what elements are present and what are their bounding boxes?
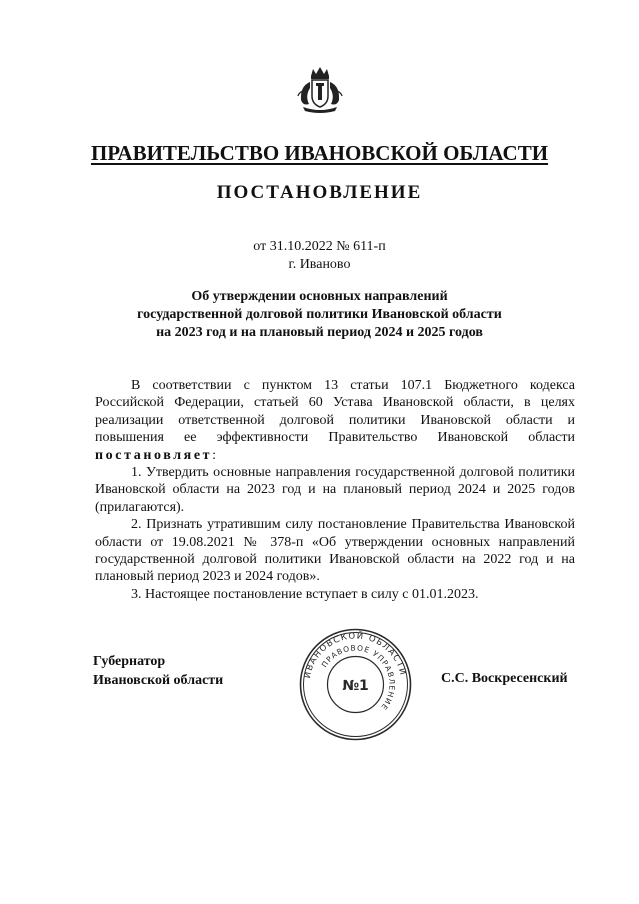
item-3: 3. Настоящее постановление вступает в силу с 01.01.2023. <box>131 586 479 602</box>
heading-line-2: государственной долговой политики Ивановской области <box>137 307 502 322</box>
document-type: ПОСТАНОВЛЕНИЕ <box>216 182 423 203</box>
organization-name: ПРАВИТЕЛЬСТВО ИВАНОВСКОЙ ОБЛАСТИ <box>90 141 549 165</box>
document-date-number: от 31.10.2022 № 611-п <box>253 239 386 254</box>
stamp-ring-text: ИВАНОВСКОЙ ОБЛАСТИ <box>302 631 408 680</box>
decree-suffix: : <box>212 447 217 463</box>
organization-title <box>0 141 639 165</box>
decree-word: постановляет <box>95 447 213 463</box>
stamp-number: №1 <box>342 678 369 694</box>
signatory-name: С.С. Воскресенский <box>441 671 568 686</box>
heading-line-3: на 2023 год и на плановый период 2024 и 2025 годов <box>156 325 483 340</box>
preamble-text: В соответствии с пунктом 13 статьи 107.1 Бюджетного кодекса Российской Федерации, статьей 60 Устава Ивановской области, в целях реализации ответственной долговой политики Ивановской области и повышения ее эффективности Правительство Ивановской области <box>95 378 575 446</box>
official-stamp <box>298 627 413 742</box>
signatory-position-line-1: Губернатор <box>93 654 166 669</box>
signatory-position-line-2: Ивановской области <box>93 673 224 688</box>
document-body <box>95 377 575 603</box>
stamp-inner-ring-text: ПРАВОВОЕ УПРАВЛЕНИЕ <box>319 643 397 713</box>
coat-of-arms-icon <box>297 66 343 114</box>
signatory-position <box>93 652 223 690</box>
item-1: 1. Утвердить основные направления государственной долговой политики Ивановской области на 2023 год и на плановый период 2024 и 2025 годов (прилагаются). <box>95 465 575 515</box>
item-2: 2. Признать утратившим силу постановление Правительства Ивановской области от 19.08.2021 № 378-п «Об утверждении основных направлений государственной долговой политики Ивановской области на 2022 год и на плановый период 2023 и 2024 годов». <box>95 517 575 585</box>
preamble-paragraph <box>95 377 575 464</box>
document-heading <box>80 288 559 342</box>
document-place: г. Иваново <box>288 257 351 272</box>
heading-line-1: Об утверждении основных направлений <box>191 289 448 304</box>
